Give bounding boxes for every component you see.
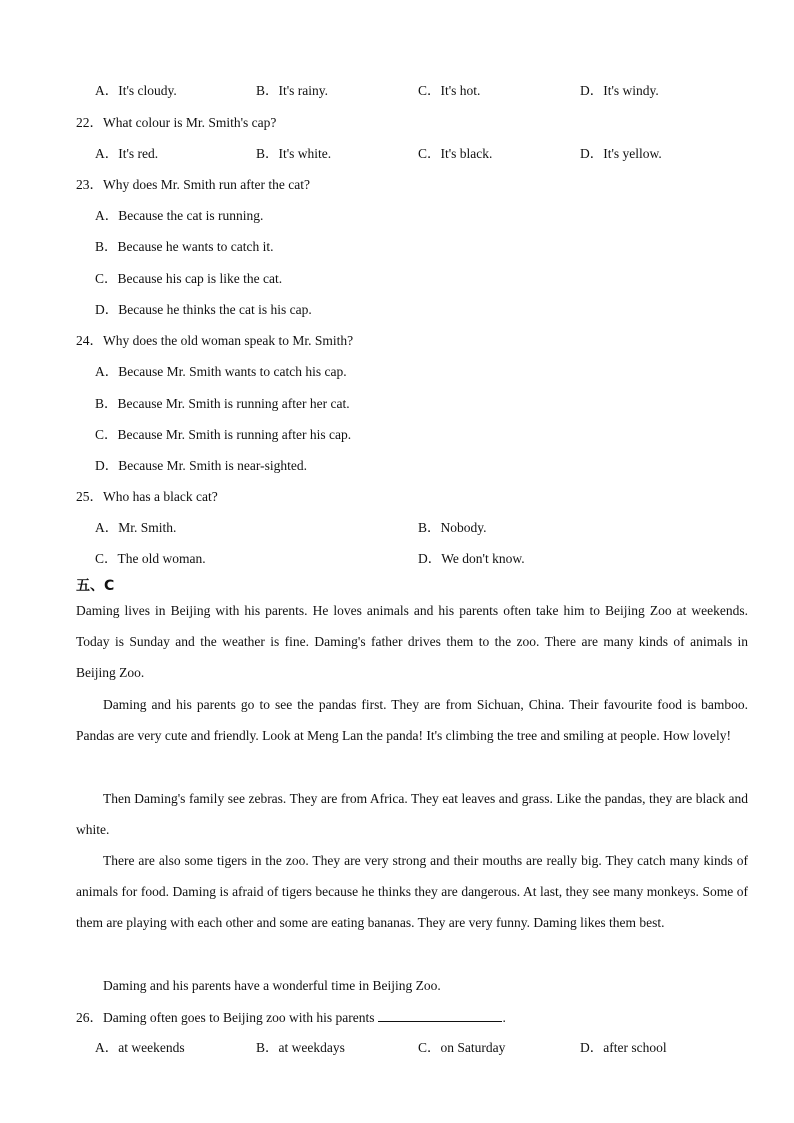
q22-stem-text: 22．What colour is Mr. Smith's cap? xyxy=(76,115,277,130)
paragraph-text: There are also some tigers in the zoo. They are very strong and their mouths are really big. They catch many kinds of animals for food. Daming is afraid of tigers because he thinks they are dangerous. At last, they see many monkeys. Some of them are playing with each other and some are eating bananas. They are very funny. Daming likes them best. xyxy=(76,853,748,931)
q25-options-row2 xyxy=(0,549,794,569)
q22-option-c[interactable]: C．It's black. xyxy=(418,146,493,161)
passage-paragraph-3 xyxy=(76,783,748,845)
q21-option-b[interactable]: B．It's rainy. xyxy=(256,83,329,98)
paragraph-text: Daming and his parents go to see the pandas first. They are from Sichuan, China. Their favourite food is bamboo. Pandas are very cute and friendly. Look at Meng Lan the panda! It's climbing the tree and smiling at people. How lovely! xyxy=(76,697,748,744)
paragraph-text: Then Daming's family see zebras. They are from Africa. They eat leaves and grass. Like the pandas, they are black and white. xyxy=(76,791,748,838)
passage-paragraph-2 xyxy=(76,689,748,751)
q22-options xyxy=(0,144,794,164)
passage-paragraph-5 xyxy=(76,970,748,1001)
q25-option-a[interactable]: A．Mr. Smith. xyxy=(95,520,177,535)
answer-blank[interactable] xyxy=(378,1008,502,1022)
q23-stem-text: 23．Why does Mr. Smith run after the cat? xyxy=(76,177,310,192)
q26-stem-text: 26．Daming often goes to Beijing zoo with his parents xyxy=(76,1010,375,1025)
q23-option-a[interactable]: A．Because the cat is running. xyxy=(95,208,264,223)
q26-stem xyxy=(0,1008,794,1028)
q26-option-a[interactable]: A．at weekends xyxy=(95,1040,185,1055)
q23-option-d[interactable]: D．Because he thinks the cat is his cap. xyxy=(95,302,312,317)
q25-stem-text: 25．Who has a black cat? xyxy=(76,489,218,504)
q24-option-b[interactable]: B．Because Mr. Smith is running after her cat. xyxy=(95,396,350,411)
q24-stem xyxy=(0,331,794,351)
q23-option-c[interactable]: C．Because his cap is like the cat. xyxy=(95,271,283,286)
q24-option-d[interactable]: D．Because Mr. Smith is near-sighted. xyxy=(95,458,307,473)
q21-option-a[interactable]: A．It's cloudy. xyxy=(95,83,177,98)
q25-option-c[interactable]: C．The old woman. xyxy=(95,551,206,566)
q21-options xyxy=(0,81,794,101)
q25-stem xyxy=(0,487,794,507)
q21-option-d[interactable]: D．It's windy. xyxy=(580,83,659,98)
section-heading: 五、C xyxy=(76,578,115,594)
passage-paragraph-4 xyxy=(76,845,748,939)
passage-paragraph-1 xyxy=(76,595,748,689)
q22-option-b[interactable]: B．It's white. xyxy=(256,146,332,161)
q23-stem xyxy=(0,175,794,195)
paragraph-text: Daming and his parents have a wonderful time in Beijing Zoo. xyxy=(103,978,441,993)
q24-stem-text: 24．Why does the old woman speak to Mr. Smith? xyxy=(76,333,354,348)
q26-option-c[interactable]: C．on Saturday xyxy=(418,1040,506,1055)
q26-options xyxy=(0,1038,794,1058)
q25-option-b[interactable]: B．Nobody. xyxy=(418,520,487,535)
q21-option-c[interactable]: C．It's hot. xyxy=(418,83,481,98)
q26-option-d[interactable]: D．after school xyxy=(580,1040,667,1055)
q25-option-d[interactable]: D．We don't know. xyxy=(418,551,525,566)
q26-option-b[interactable]: B．at weekdays xyxy=(256,1040,345,1055)
q24-option-c[interactable]: C．Because Mr. Smith is running after his cap. xyxy=(95,427,352,442)
q22-option-a[interactable]: A．It's red. xyxy=(95,146,159,161)
q25-options-row1 xyxy=(0,518,794,538)
q23-option-b[interactable]: B．Because he wants to catch it. xyxy=(95,239,274,254)
q24-option-a[interactable]: A．Because Mr. Smith wants to catch his cap. xyxy=(95,364,347,379)
q22-option-d[interactable]: D．It's yellow. xyxy=(580,146,662,161)
paragraph-text: Daming lives in Beijing with his parents. He loves animals and his parents often take him to Beijing Zoo at weekends. Today is Sunday and the weather is fine. Daming's father drives them to the zoo. There are many kinds of animals in Beijing Zoo. xyxy=(76,603,748,681)
q22-stem xyxy=(0,113,794,133)
q26-stem-end: . xyxy=(502,1010,506,1025)
